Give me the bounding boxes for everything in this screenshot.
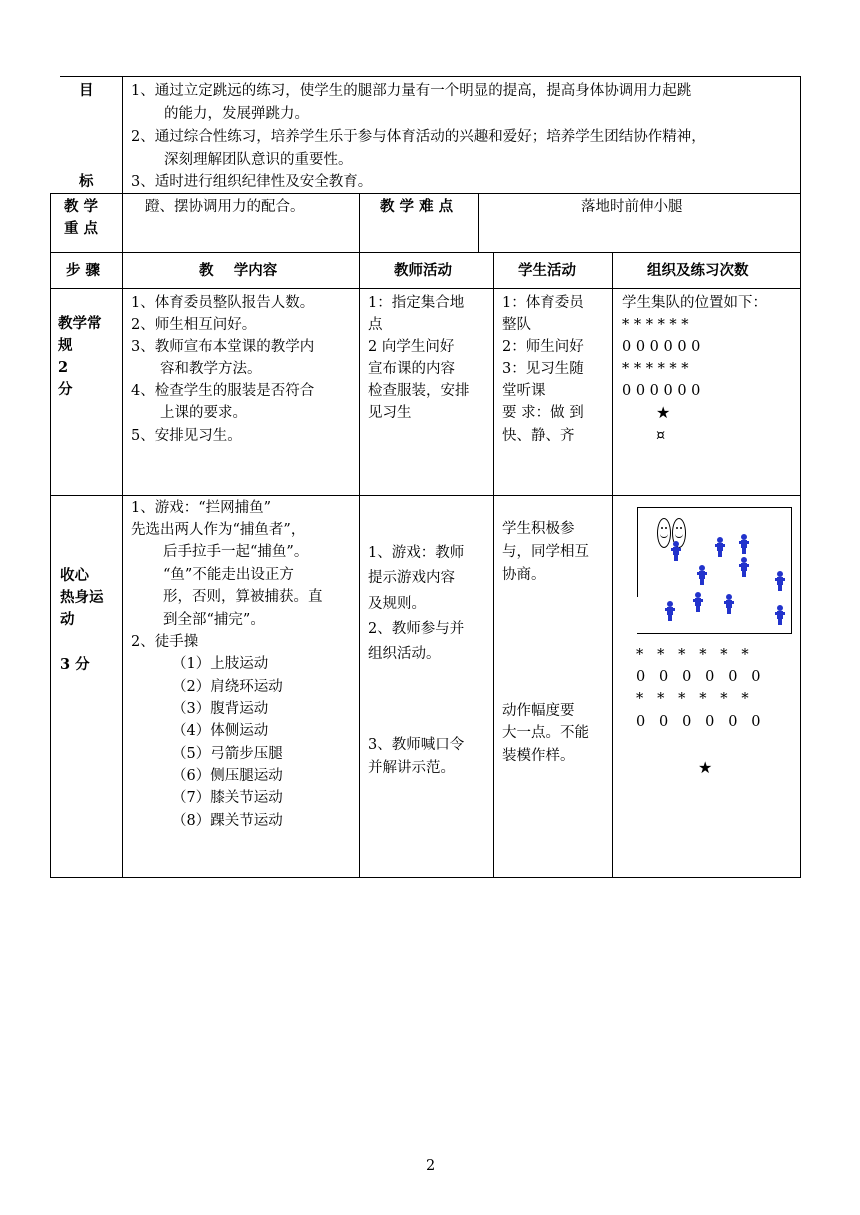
s2-teacher-2: 提示游戏内容 (368, 570, 455, 586)
s1-student-1: 1：体育委员 (502, 295, 584, 311)
s1-teacher-6: 见习生 (368, 405, 412, 421)
s1-step-1: 教学常 (58, 315, 102, 332)
fish-person-icon (697, 565, 707, 585)
s2-content-11: （4）体侧运动 (172, 723, 269, 739)
s2-teacher-1: 1、游戏：教师 (368, 545, 465, 561)
key-point-label-2: 重 点 (64, 220, 99, 237)
focus-divider (478, 193, 479, 252)
col-divider-student (612, 252, 613, 877)
field-border-bottom (637, 633, 792, 634)
header-teacher: 教师活动 (394, 262, 452, 279)
s1-student-2: 整队 (502, 317, 531, 333)
objective-line-3: 3、适时进行组织纪律性及安全教育。 (131, 174, 373, 190)
s1-teacher-5: 检查服装，安排 (368, 383, 470, 399)
s2-content-9: （2）肩绕环运动 (172, 679, 283, 695)
game-field-diagram (637, 507, 792, 634)
s1-student-7: 快、静、齐 (502, 428, 575, 444)
s2-student-2: 与，同学相互 (502, 544, 589, 560)
left-border (50, 193, 51, 877)
field-border-left (637, 507, 638, 597)
s2-teacher-6: 3、教师喊口令 (368, 737, 465, 753)
s2-content-14: （7）膝关节运动 (172, 790, 283, 806)
s2-content-2: 先选出两人作为“捕鱼者”， (131, 522, 306, 538)
s1-content-3: 3、教师宣布本堂课的教学内 (131, 339, 315, 355)
s1-org-row-4: 0 0 0 0 0 0 (622, 383, 701, 399)
s1-step-2: 规 (58, 337, 73, 354)
field-border-right (791, 507, 792, 634)
objective-line-1b: 的能力，发展弹跳力。 (164, 106, 309, 122)
s2-content-4: “鱼”不能走出设正方 (163, 567, 294, 583)
s1-step-3: 2 (58, 359, 69, 376)
fish-person-icon (775, 605, 785, 625)
objective-line-2b: 深刻理解团队意识的重要性。 (164, 152, 353, 168)
header-steps: 步 骤 (66, 262, 101, 279)
col-divider-teacher (493, 252, 494, 877)
s2-teacher-3: 及规则。 (368, 596, 426, 612)
s2-content-15: （8）踝关节运动 (172, 813, 283, 829)
s1-org-row-3: * * * * * * (622, 361, 689, 377)
difficulty-text: 落地时前伸小腿 (581, 199, 683, 215)
s2-org-row-1: * * * * * * (636, 647, 749, 663)
s1-teacher-4: 宣布课的内容 (368, 361, 455, 377)
objectives-divider (122, 76, 123, 877)
fish-person-icon (724, 594, 734, 614)
rule-after-focus (50, 252, 801, 253)
header-org: 组织及练习次数 (647, 262, 749, 279)
s2-org-row-4: 0 0 0 0 0 0 (636, 714, 761, 730)
s2-step-1: 收心 (60, 567, 89, 584)
header-student: 学生活动 (518, 262, 576, 279)
s2-student-1: 学生积极参 (502, 521, 575, 537)
s2-content-3: 后手拉手一起“捕鱼”。 (163, 544, 309, 560)
fish-person-icon (715, 537, 725, 557)
bottom-rule (50, 877, 801, 878)
key-point-text: 蹬、摆协调用力的配合。 (145, 199, 305, 215)
col-divider-content (359, 193, 360, 877)
s1-content-7: 5、安排见习生。 (131, 428, 242, 444)
s1-teacher-2: 点 (368, 317, 383, 333)
s2-content-5: 形，否则，算被捕获。直 (163, 589, 323, 605)
field-border-top (637, 507, 791, 508)
s2-step-3: 动 (60, 611, 75, 628)
page-number: 2 (426, 1158, 436, 1174)
s2-step-2: 热身运 (60, 589, 104, 606)
fish-person-icon (739, 534, 749, 554)
s1-org-title: 学生集队的位置如下： (622, 295, 767, 311)
s1-content-5: 4、检查学生的服装是否符合 (131, 383, 315, 399)
s1-student-3: 2：师生问好 (502, 339, 584, 355)
s2-org-row-2: 0 0 0 0 0 0 (636, 669, 761, 685)
s1-content-6: 上课的要求。 (160, 405, 247, 421)
s1-content-1: 1、体育委员整队报告人数。 (131, 295, 315, 311)
objectives-label-top: 目 (79, 82, 94, 99)
rule-after-header (50, 288, 801, 289)
s2-content-12: （5）弓箭步压腿 (172, 746, 283, 762)
s1-org-row-2: 0 0 0 0 0 0 (622, 339, 701, 355)
s1-content-2: 2、师生相互问好。 (131, 317, 257, 333)
s1-student-4: 3：见习生随 (502, 361, 584, 377)
difficulty-label: 教 学 难 点 (380, 198, 454, 215)
s1-teacher-star: ★ (656, 403, 671, 422)
s2-content-1: 1、游戏：“拦网捕鱼” (131, 500, 272, 516)
s1-content-4: 容和教学方法。 (160, 361, 262, 377)
fish-person-icon (739, 557, 749, 577)
top-rule (60, 76, 801, 77)
objective-line-2: 2、通过综合性练习，培养学生乐于参与体育活动的兴趣和爱好；培养学生团结协作精神， (131, 129, 706, 145)
right-border (800, 76, 801, 878)
s2-content-10: （3）腹背运动 (172, 701, 269, 717)
s2-teacher-star: ★ (698, 758, 713, 777)
fish-person-icon (693, 592, 703, 612)
s1-step-4: 分 (58, 381, 73, 398)
key-point-label-1: 教 学 (64, 198, 99, 215)
s2-teacher-4: 2、教师参与并 (368, 621, 465, 637)
rule-after-section1 (50, 495, 801, 496)
s2-student-4: 动作幅度要 (502, 703, 575, 719)
s1-student-6: 要 求：做 到 (502, 405, 584, 421)
s2-org-row-3: * * * * * * (636, 691, 749, 707)
s2-content-6: 到全部“捕完”。 (163, 612, 265, 628)
fish-person-icon (671, 541, 681, 561)
rule-after-objectives (50, 193, 801, 194)
s2-student-5: 大一点。不能 (502, 725, 589, 741)
s2-content-8: （1）上肢运动 (172, 656, 269, 672)
s1-teacher-symbol: ¤ (656, 428, 666, 444)
s2-step-5: 3 分 (60, 656, 90, 673)
catcher-face-icon (657, 518, 671, 548)
s2-teacher-5: 组织活动。 (368, 646, 441, 662)
s2-student-6: 装模作样。 (502, 748, 575, 764)
fish-person-icon (775, 571, 785, 591)
objective-line-1: 1、通过立定跳远的练习，使学生的腿部力量有一个明显的提高，提高身体协调用力起跳 (131, 83, 692, 99)
s1-teacher-1: 1：指定集合地 (368, 295, 465, 311)
header-content: 教 学内容 (199, 262, 278, 279)
s1-student-5: 堂听课 (502, 383, 546, 399)
s1-org-row-1: * * * * * * (622, 317, 689, 333)
s2-teacher-7: 并解讲示范。 (368, 760, 455, 776)
s2-student-3: 协商。 (502, 567, 546, 583)
s2-content-7: 2、徒手操 (131, 634, 199, 650)
s1-teacher-3: 2 向学生问好 (368, 339, 455, 355)
objectives-label-bottom: 标 (79, 173, 94, 190)
fish-person-icon (665, 601, 675, 621)
s2-content-13: （6）侧压腿运动 (172, 768, 283, 784)
